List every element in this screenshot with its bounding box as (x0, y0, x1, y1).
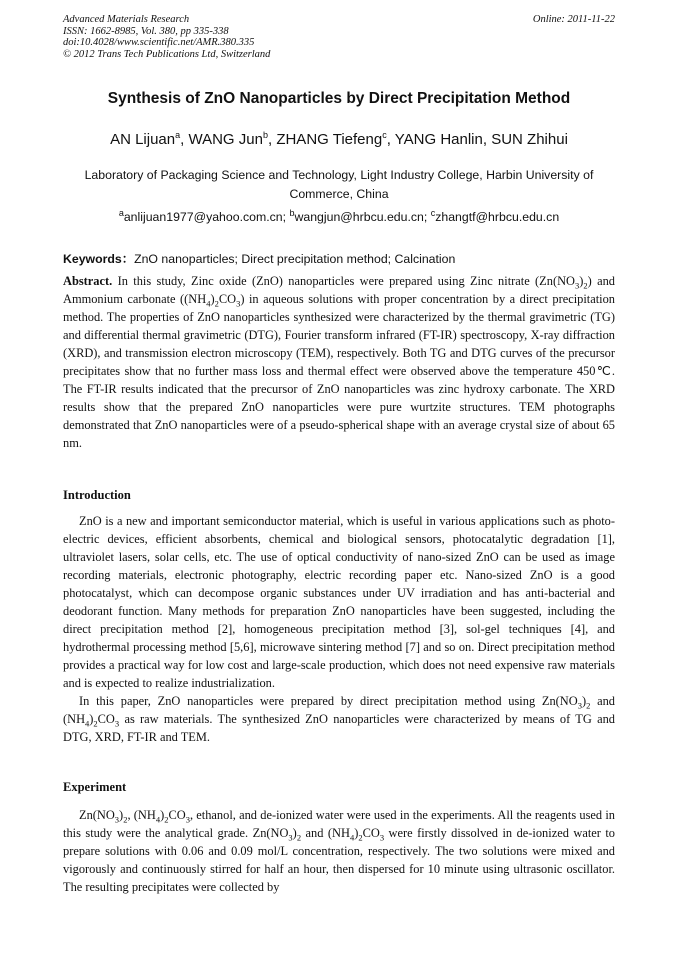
author-affiliation-mark: a (175, 130, 181, 140)
keywords-label: Keywords： (63, 252, 135, 266)
author-list: AN Lijuan$^a$, WANG Jun$^b$, ZHANG Tiefeng$^c$, YANG Hanlin, SUN Zhihui (110, 130, 568, 148)
journal-copyright: © 2012 Trans Tech Publications Ltd, Switzerland (63, 48, 271, 60)
journal-doi: doi:10.4028/www.scientific.net/AMR.380.335 (63, 37, 255, 49)
email-address: anlijuan1977@yahoo.com.cn (123, 210, 283, 225)
keywords-text: ZnO nanoparticles; Direct precipitation method; Calcination (134, 252, 456, 266)
paper-title: Synthesis of ZnO Nanoparticles by Direct Precipitation Method (107, 90, 571, 107)
email-address: zhangtf@hrbcu.edu.cn (435, 210, 560, 225)
abstract (63, 272, 615, 452)
author-affiliation-mark: c (382, 130, 387, 140)
keywords (63, 249, 615, 267)
email-list: $^a$anlijuan1977@yahoo.com.cn; $^b$wangjun@hrbcu.edu.cn; $^c$zhangtf@hrbcu.edu.cn (118, 208, 560, 225)
email-mark: c (430, 208, 436, 218)
author-name: AN Lijuan (110, 131, 176, 148)
author-name: YANG Hanlin (394, 131, 483, 148)
affiliation: Laboratory of Packaging Science and Technology, Light Industry College, Harbin University of Commerce, China (84, 168, 594, 201)
experiment-heading: Experiment (63, 780, 127, 794)
introduction-heading: Introduction (63, 488, 131, 502)
email-address: wangjun@hrbcu.edu.cn (294, 210, 424, 225)
author-name: WANG Jun (188, 131, 263, 148)
journal-header (63, 14, 270, 60)
introduction-body (63, 512, 615, 746)
author-affiliation-mark: b (262, 130, 268, 140)
email-mark: b (289, 208, 295, 218)
author-name: SUN Zhihui (491, 131, 568, 148)
experiment-paragraph: $Zn(NO_3)_2$, $(NH_4)_2CO_3$, ethanol, and de-ionized water were used in the experiments. All the reagents used in this study were the analytical grade. $Zn(NO_3)_2$ and $(NH_4)_2CO_3$ were firstly dissolved in de-ionized water to prepare solutions with 0.06 and 0.09 mol/L concentration, respectively. The two solutions were mixed and vigorously and continuously stirred for half an hour, then dispersed for 10 minute using ultrasonic oscillator. The resulting precipitates were collected by (63, 808, 616, 894)
email-mark: a (118, 208, 124, 218)
introduction-paragraph: In this paper, ZnO nanoparticles were prepared by direct precipitation method using $Zn(NO_3)_2$ and $(NH_4)_2CO_3$ as raw materials. The synthesized ZnO nanoparticles were characterized by means of TG and DTG, XRD, FT-IR and TEM. (63, 694, 615, 744)
abstract-label: Abstract. (63, 274, 113, 288)
abstract-text: In this study, Zinc oxide (ZnO) nanoparticles were prepared using Zinc nitrate $(Zn(NO_3)_2)$ and Ammonium carbonate $((NH_4)_2CO_3)$ in aqueous solutions with proper concentration by a direct precipitation method. The properties of ZnO nanoparticles synthesized were characterized by the thermal gravimetric (TG) and differential thermal gravimetric (DTG), Fourier transform infrared (FT-IR) spectroscopy, X-ray diffraction (XRD), and transmission electron microscopy (TEM), respectively. Both TG and DTG curves of the precursor precipitates show that no further mass loss and thermal effect were observed above the temperature 450℃. The FT-IR results indicated that the precursor of ZnO nanoparticles was zinc hydroxy carbonate. The XRD results show that the prepared ZnO nanoparticles were pure wurtzite structures. TEM photographs demonstrated that ZnO nanoparticles were of a pseudo-spherical shape with an average crystal size of about 65 nm. (63, 274, 615, 450)
online-date: Online: 2011-11-22 (532, 14, 615, 25)
journal-issn: ISSN: 1662-8985, Vol. 380, pp 335-338 (63, 25, 229, 37)
experiment-body (63, 806, 615, 896)
journal-name: Advanced Materials Research (63, 14, 190, 25)
author-name: ZHANG Tiefeng (276, 131, 383, 148)
introduction-paragraph: ZnO is a new and important semiconductor material, which is useful in various applications such as photo-electric devices, efficient absorbents, chemical and biological sensors, photocatalytic degradation [1], ultraviolet lasers, solar cells, etc. The use of optical conductivity of nano-sized ZnO can be used as image recording materials, electronic photography, electric recording paper etc. Nano-sized ZnO is a good photocatalyst, which can decompose organic substances under UV irradiation and has anti-bacterial and deodorant function. Many methods for preparation ZnO nanoparticles have been suggested, including the direct precipitation method [2], homogeneous precipitation method [3], sol-gel techniques [4], and hydrothermal processing method [5,6], microwave sintering method [7] and so on. Direct precipitation method provides a practical way for low cost and large-scale production, which does not need expensive raw materials and is expected to realize industrialization. (63, 514, 615, 690)
